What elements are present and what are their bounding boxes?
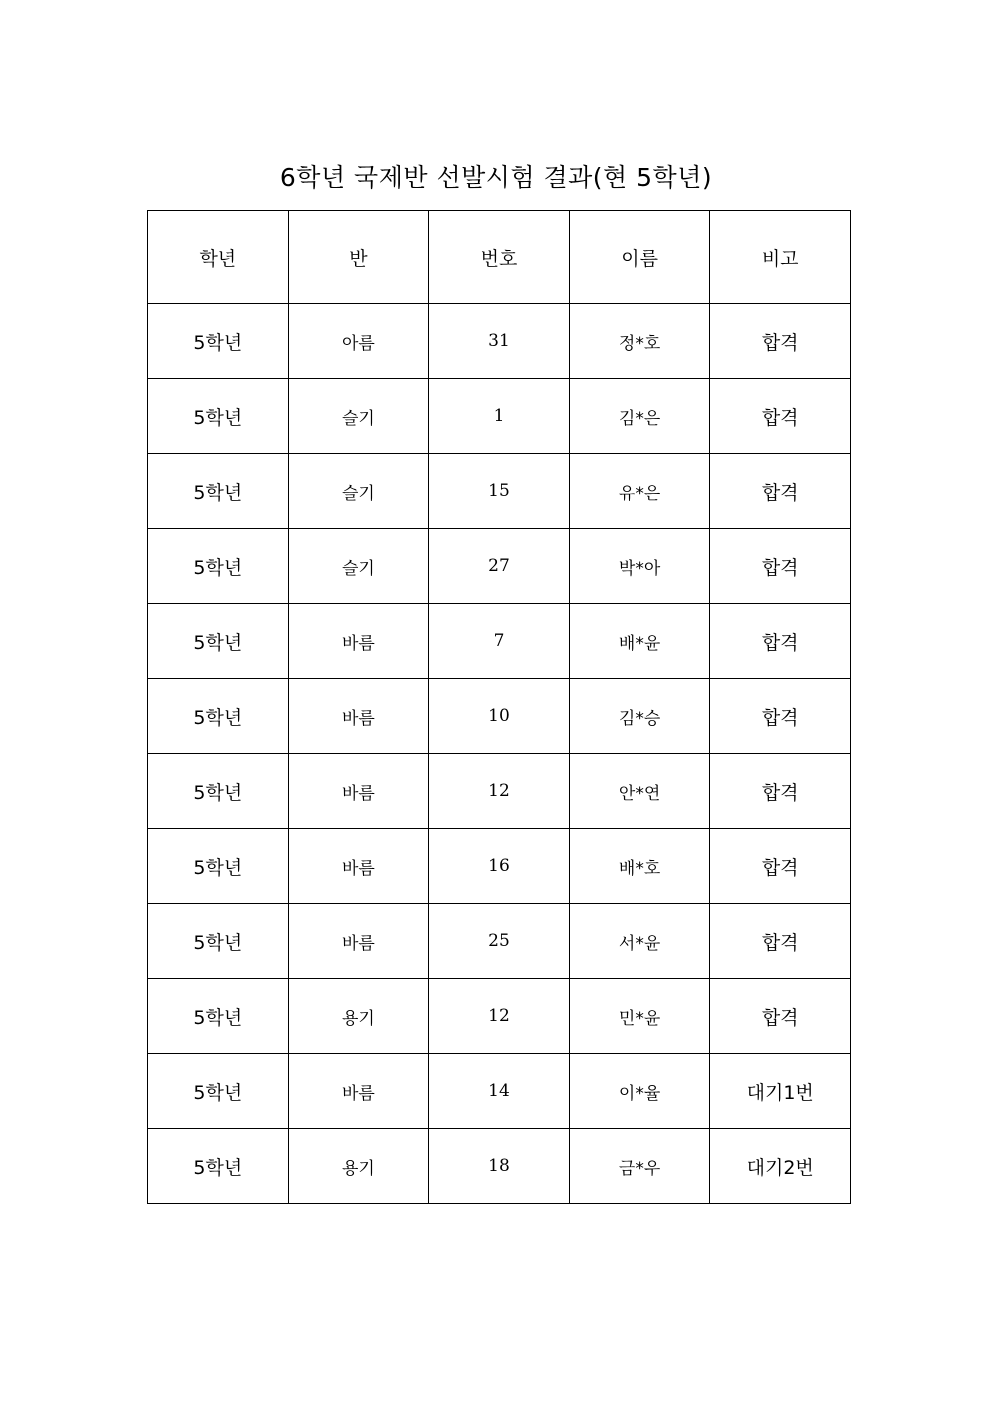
cell-name: 배*윤: [569, 604, 710, 679]
header-note: 비고: [710, 211, 851, 304]
cell-name: 이*율: [569, 1054, 710, 1129]
cell-grade: 5학년: [148, 1129, 289, 1204]
cell-name: 민*윤: [569, 979, 710, 1054]
cell-number: 12: [429, 979, 570, 1054]
cell-number: 7: [429, 604, 570, 679]
cell-grade: 5학년: [148, 304, 289, 379]
page-title: 6학년 국제반 선발시험 결과(현 5학년): [279, 163, 713, 192]
cell-grade: 5학년: [148, 904, 289, 979]
cell-note: 합격: [710, 679, 851, 754]
cell-number: 27: [429, 529, 570, 604]
table-row: [148, 304, 851, 379]
cell-grade: 5학년: [148, 979, 289, 1054]
cell-grade: 5학년: [148, 379, 289, 454]
header-class: 반: [288, 211, 429, 304]
cell-note: 합격: [710, 379, 851, 454]
cell-class: 슬기: [288, 529, 429, 604]
cell-grade: 5학년: [148, 679, 289, 754]
header-number: 번호: [429, 211, 570, 304]
cell-number: 18: [429, 1129, 570, 1204]
cell-note: 대기1번: [710, 1054, 851, 1129]
table-row: [148, 604, 851, 679]
cell-grade: 5학년: [148, 454, 289, 529]
cell-number: 10: [429, 679, 570, 754]
cell-number: 14: [429, 1054, 570, 1129]
table-row: [148, 529, 851, 604]
cell-grade: 5학년: [148, 754, 289, 829]
cell-note: 합격: [710, 979, 851, 1054]
cell-grade: 5학년: [148, 829, 289, 904]
cell-class: 슬기: [288, 454, 429, 529]
cell-note: 대기2번: [710, 1129, 851, 1204]
cell-number: 15: [429, 454, 570, 529]
table-row: [148, 829, 851, 904]
cell-note: 합격: [710, 754, 851, 829]
cell-note: 합격: [710, 904, 851, 979]
cell-number: 25: [429, 904, 570, 979]
cell-name: 김*은: [569, 379, 710, 454]
cell-class: 슬기: [288, 379, 429, 454]
results-table: [147, 210, 851, 1204]
cell-name: 유*은: [569, 454, 710, 529]
cell-name: 박*아: [569, 529, 710, 604]
cell-class: 바름: [288, 754, 429, 829]
cell-class: 바름: [288, 1054, 429, 1129]
cell-number: 16: [429, 829, 570, 904]
cell-class: 용기: [288, 1129, 429, 1204]
cell-number: 31: [429, 304, 570, 379]
cell-name: 김*승: [569, 679, 710, 754]
cell-note: 합격: [710, 304, 851, 379]
header-grade: 학년: [148, 211, 289, 304]
cell-name: 정*호: [569, 304, 710, 379]
table-row: [148, 754, 851, 829]
table-row: [148, 904, 851, 979]
cell-note: 합격: [710, 829, 851, 904]
table-row: [148, 379, 851, 454]
cell-class: 바름: [288, 829, 429, 904]
cell-class: 바름: [288, 604, 429, 679]
cell-name: 서*윤: [569, 904, 710, 979]
table-row: [148, 979, 851, 1054]
cell-class: 바름: [288, 679, 429, 754]
table-row: [148, 1129, 851, 1204]
cell-name: 배*호: [569, 829, 710, 904]
table-header-row: [148, 211, 851, 304]
cell-name: 금*우: [569, 1129, 710, 1204]
cell-grade: 5학년: [148, 1054, 289, 1129]
table-row: [148, 454, 851, 529]
cell-class: 바름: [288, 904, 429, 979]
cell-class: 아름: [288, 304, 429, 379]
cell-name: 안*연: [569, 754, 710, 829]
header-name: 이름: [569, 211, 710, 304]
cell-grade: 5학년: [148, 529, 289, 604]
table-row: [148, 679, 851, 754]
cell-note: 합격: [710, 454, 851, 529]
table-row: [148, 1054, 851, 1129]
cell-number: 1: [429, 379, 570, 454]
cell-number: 12: [429, 754, 570, 829]
cell-class: 용기: [288, 979, 429, 1054]
cell-note: 합격: [710, 604, 851, 679]
cell-note: 합격: [710, 529, 851, 604]
cell-grade: 5학년: [148, 604, 289, 679]
